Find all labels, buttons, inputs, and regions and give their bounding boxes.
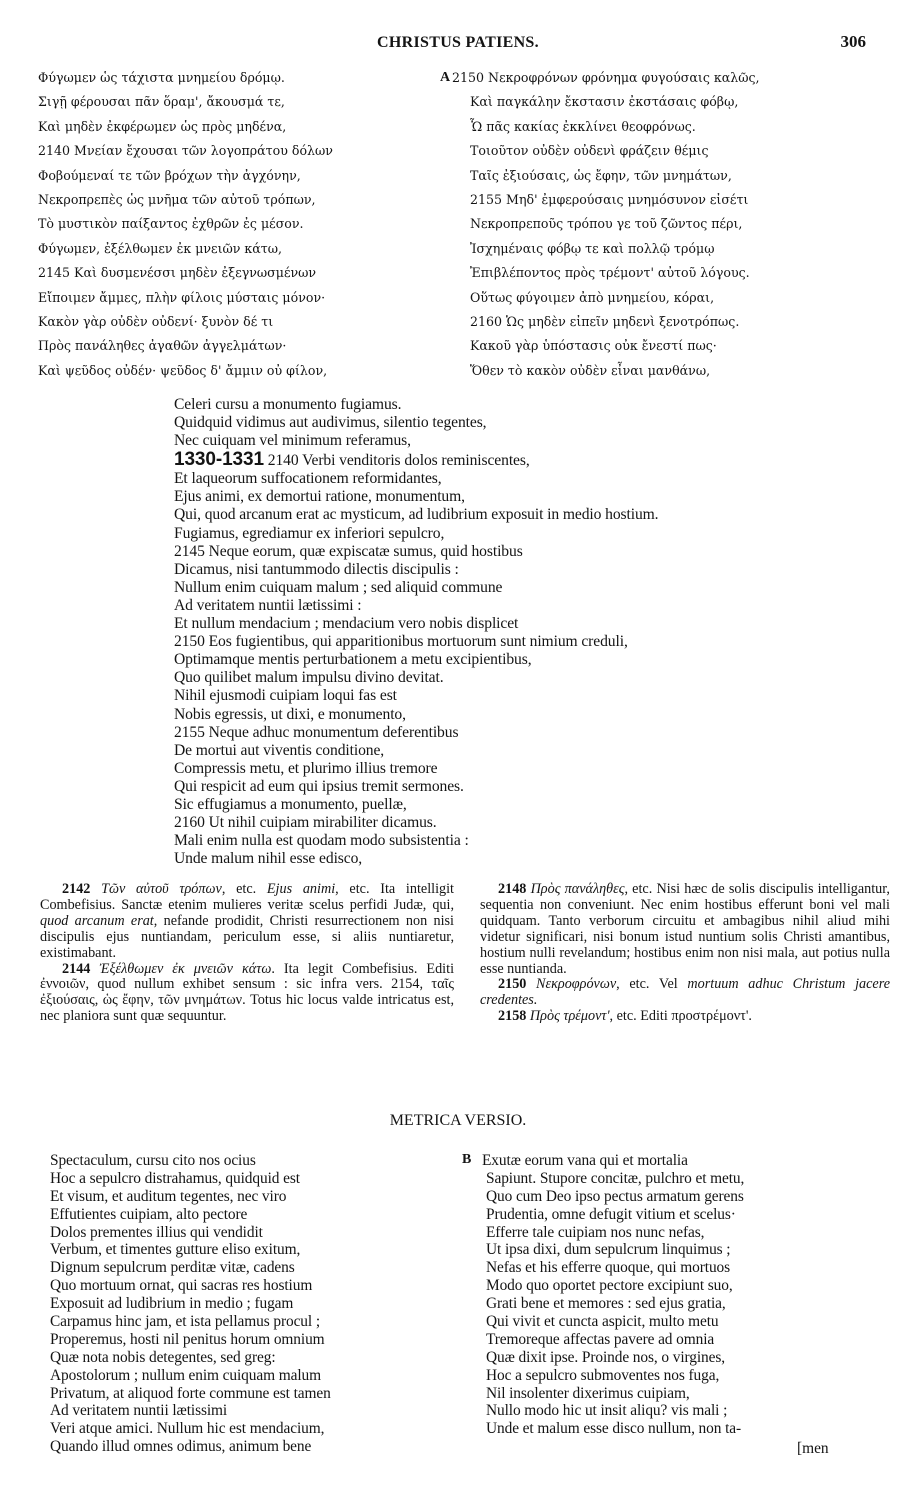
verse-line: Ἐπιβλέποντος πρὸς τρέμοντ' αὐτοῦ λόγους.	[470, 265, 750, 281]
verse-line: Ad veritatem nuntii lætissimi	[50, 1402, 228, 1420]
verse-line: Properemus, hosti nil penitus horum omnium	[50, 1330, 325, 1348]
translation-line: 2160 Ut nihil cuipiam mirabiliter dicamus.	[174, 814, 437, 832]
footnote-lemma: Νεκροφρόνων	[536, 976, 617, 993]
verse-line: Τὸ μυστικὸν παίξαντος ἐχθρῶν ἐς μέσον.	[38, 216, 304, 232]
verse-line: Unde et malum esse disco nullum, non ta-	[486, 1420, 742, 1438]
translation-line: Fugiamus, egrediamur ex inferiori sepulcro,	[174, 524, 445, 542]
translation-line: Celeri cursu a monumento fugiamus.	[174, 396, 402, 413]
verse-line: Dignum sepulcrum perditæ vitæ, cadens	[50, 1259, 295, 1277]
translation-line: Nullum enim cuiquam malum ; sed aliquid commune	[174, 578, 503, 596]
verse-line: Φύγωμεν, ἐξέλθωμεν ἐκ μνειῶν κάτω,	[38, 240, 283, 256]
verse-line: 2140 Μνείαν ἔχουσαι τῶν λογοπράτου δόλων	[38, 143, 333, 159]
translation-line: Quo quilibet malum impulsu divino devitat.	[174, 669, 444, 687]
verse-line: Exutæ eorum vana qui et mortalia	[482, 1152, 688, 1169]
verse-line: Exposuit ad ludibrium in medio ; fugam	[50, 1295, 294, 1313]
footnote-ref: 2144	[62, 960, 91, 977]
footnote-lemma: Πρὸς τρέμοντ'	[529, 1008, 610, 1025]
translation-line: 2150 Eos fugientibus, qui apparitionibus mortuorum sunt nimium creduli,	[174, 633, 628, 651]
footnote-text: . Ita legit Combefisius. Editi ἐννοιῶν, quod nullum exhibet sensum : sic infra vers. 2154, ταῖς ἐξιούσαις, ὡς ἔφην, τῶν μνημάτων. Totus hic locus valde intricatus est, nec planiora sunt quæ sequuntur.	[40, 960, 455, 1025]
running-title: CHRISTUS PATIENS.	[377, 34, 539, 51]
footnotes-left	[40, 882, 454, 1025]
footnote-ref: 2158	[498, 1008, 527, 1025]
footnote-italic: mortuum adhuc Christum jacere credentes.	[480, 976, 890, 1009]
translation-line: Et nullum mendacium ; mendacium vero nobis displicet	[174, 615, 519, 633]
verse-line: Quando illud omnes odimus, animum bene	[50, 1438, 312, 1456]
footnote-lemma: Τῶν αὐτοῦ τρόπων	[101, 881, 222, 897]
footnote	[480, 977, 890, 1009]
metrica-versio-right	[470, 1152, 900, 1438]
verse-line: Modo quo oportet pectore excipiunt suo,	[486, 1277, 733, 1295]
footnote	[40, 882, 454, 962]
verse-line: Veri atque amici. Nullum hic est mendacium,	[50, 1420, 325, 1438]
verse-line: Πρὸς πανάληθες ἀγαθῶν ἀγγελμάτων·	[38, 338, 287, 354]
verse-line: Νεκροπρεπὲς ὡς μνῆμα τῶν αὐτοῦ τρόπων,	[38, 191, 316, 207]
verse-line: Ὧ πᾶς κακίας ἐκκλίνει θεοφρόνως.	[470, 118, 696, 134]
verse-line: Privatum, at aliquod forte commune est tamen	[50, 1384, 331, 1402]
verse-line: 2155 Μηδ' ἐμφερούσαις μνημόσυνον εἰσέτι	[470, 191, 749, 207]
translation-line: Qui, quod arcanum erat ac mysticum, ad ludibrium exposuit in medio hostium.	[174, 506, 659, 524]
verse-line: Καὶ μηδὲν ἐκφέρωμεν ὡς πρὸς μηδένα,	[38, 118, 287, 134]
translation-line	[174, 450, 824, 470]
footnote	[480, 882, 890, 977]
verse-line: 2160 Ὡς μηδὲν εἰπεῖν μηδενὶ ξενοτρόπως.	[470, 313, 740, 329]
page-number: 306	[840, 32, 866, 51]
footnote-text: , etc. Ita intelligit Combefisius. Sanctæ etenim mulieres veritæ scelus perfidi Judæ, qui,	[40, 881, 454, 913]
footnote-ref: 2148	[498, 881, 527, 897]
footnote-lemma: Ejus animi	[266, 881, 336, 897]
verse-line: Εἴποιμεν ἄμμες, πλὴν φίλοις μύσταις μόνον·	[38, 289, 326, 305]
verse-line: Et visum, et auditum tegentes, nec viro	[50, 1187, 287, 1205]
translation-line: Nihil ejusmodi cuipiam loqui fas est	[174, 687, 397, 705]
translation-line: Optimamque mentis perturbationem a metu excipientibus,	[174, 651, 532, 669]
verse-line: Κακοῦ γὰρ ὑπόστασις οὐκ ἔνεστί πως·	[470, 338, 717, 354]
verse-line: Νεκροπρεποῦς τρόπου γε τοῦ ζῶντος πέρι,	[470, 216, 743, 232]
verse-line: Sapiunt. Stupore concitæ, pulchro et metu,	[486, 1169, 745, 1187]
verse-line: 2145 Καὶ δυσμενέσσι μηδὲν ἐξεγνωσμένων	[38, 265, 317, 281]
translation-text: 2140 Verbi venditoris dolos reminiscentes,	[267, 452, 530, 470]
footnote-lemma: Ἐξέλθωμεν ἐκ μνειῶν κάτω	[99, 960, 272, 977]
verse-line: Quo mortuum ornat, qui sacras res hostium	[50, 1277, 313, 1295]
verse-line: Φοβούμεναί τε τῶν βρόχων τὴν ἀγχόνην,	[38, 167, 301, 183]
verse-line: Tremoreque affectas pavere ad omnia	[486, 1330, 715, 1348]
section-heading: METRICA VERSIO.	[389, 1112, 527, 1129]
verse-line: Τοιοῦτον οὐδὲν οὐδενὶ φράζειν θέμις	[470, 143, 709, 159]
greek-verse-left-column	[38, 66, 443, 383]
verse-line: Prudentia, omne defugit vitium et scelus·	[486, 1205, 736, 1223]
translation-line: Nobis egressis, ut dixi, e monumento,	[174, 705, 406, 723]
verse-line: Hoc a sepulcro submoventes nos fuga,	[486, 1366, 720, 1384]
footnote-text: , etc. Nisi hæc de solis discipulis intelligantur, sequentia non conveniunt. Nec enim hostibus efferunt boni vel mali quidquam. Tanto verborum circuitu et ambagibus nihil aliud mihi videtur significari, nisi bonum istud nuntium solis Christi amantibus, hostium nulli revelandum; hostibus enim non nisi mala, aut potius nulla esse nuntianda.	[480, 881, 890, 977]
footnotes-right	[480, 882, 890, 1025]
footnote-text: , nefande prodidit, Christi resurrectionem non nisi discipulis ejus nuntiandam, periculum esse, si aliis nuntiaretur, existimabant.	[40, 912, 454, 961]
page-header	[0, 34, 916, 58]
verse-line: Dolos prementes illius qui vendidit	[50, 1223, 263, 1241]
verse-line: Σιγῇ φέρουσαι πᾶν ὅραμ', ἄκουσμά τε,	[38, 94, 285, 110]
verse-line: Carpamus hinc jam, et ista pellamus procul ;	[50, 1313, 321, 1331]
footnote	[480, 1009, 890, 1025]
verse-line: Verbum, et timentes gutture eliso exitum,	[50, 1241, 301, 1259]
verse-line: Spectaculum, cursu cito nos ocius	[50, 1152, 256, 1169]
translation-line: Mali enim nulla est quodam modo subsistentia :	[174, 832, 469, 850]
margin-marker-a: A	[440, 70, 451, 85]
translation-line: Quidquid vidimus aut audivimus, silentio tegentes,	[174, 414, 487, 432]
verse-line: Ut ipsa dixi, dum sepulcrum linquimus ;	[486, 1241, 731, 1259]
verse-line: Hoc a sepulcro distrahamus, quidquid est	[50, 1169, 300, 1187]
verse-line: Efferre tale cuipiam nos nunc nefas,	[486, 1223, 705, 1241]
translation-line: Et laqueorum suffocationem reformidantes,	[174, 470, 442, 488]
footnote-text: , etc. Editi προστρέμοντ'.	[609, 1008, 752, 1025]
margin-marker-b: B	[462, 1152, 472, 1167]
verse-line: Apostolorum ; nullum enim cuiquam malum	[50, 1366, 321, 1384]
verse-line: Καὶ παγκάλην ἔκστασιν ἐκστάσαις φόβῳ,	[470, 94, 739, 110]
verse-line: Nil insolenter dixerimus cuipiam,	[486, 1384, 690, 1402]
translation-line: 2145 Neque eorum, quæ expiscatæ sumus, quid hostibus	[174, 542, 523, 560]
footnote-italic: quod arcanum erat	[40, 912, 154, 929]
verse-line: 2150 Νεκροφρόνων φρόνημα φυγούσαις καλῶς,	[452, 70, 760, 85]
translation-line: Ejus animi, ex demortui ratione, monumentum,	[174, 488, 465, 506]
verse-line: Qui vivit et cuncta aspicit, multo metu	[486, 1313, 719, 1331]
column-number: 1330-1331	[174, 449, 264, 471]
verse-line: Quæ nota nobis detegentes, sed greg:	[50, 1348, 276, 1366]
translation-line: Qui respicit ad eum qui ipsius tremit sermones.	[174, 777, 464, 795]
footnote-lemma: Πρὸς πανάληθες	[530, 881, 625, 897]
translation-line: Sic effugiamus a monumento, puellæ,	[174, 795, 407, 813]
footnote	[40, 962, 454, 1026]
greek-verse-right-column	[452, 66, 892, 383]
verse-line: Quo cum Deo ipso pectus armatum gerens	[486, 1187, 744, 1205]
footnote-text: , etc.	[221, 881, 267, 897]
translation-line: Unde malum nihil esse edisco,	[174, 850, 363, 868]
verse-line: Καὶ ψεῦδος οὐδέν· ψεῦδος δ' ἄμμιν οὐ φίλον,	[38, 362, 328, 378]
translation-line: Dicamus, nisi tantummodo dilectis discipulis :	[174, 560, 459, 578]
verse-line: Φύγωμεν ὡς τάχιστα μνημείου δρόμῳ.	[38, 70, 285, 85]
hyphenation-tail: [men	[797, 1440, 829, 1457]
footnote-text: , etc. Vel	[616, 976, 688, 993]
footnote-ref: 2150	[498, 976, 527, 993]
verse-line: Effutientes cuipiam, alto pectore	[50, 1205, 248, 1223]
footnote-ref: 2142	[62, 881, 91, 897]
verse-line: Ταῖς ἐξιούσαις, ὡς ἔφην, τῶν μνημάτων,	[470, 167, 732, 183]
verse-line: Οὕτως φύγοιμεν ἀπὸ μνημείου, κόραι,	[470, 289, 715, 305]
metrica-versio-left	[50, 1152, 450, 1456]
latin-translation	[174, 396, 824, 868]
verse-line: Κακὸν γὰρ οὐδὲν οὐδενί· ξυνὸν δέ τι	[38, 313, 274, 329]
translation-line: Compressis metu, et plurimo illius tremore	[174, 759, 438, 777]
verse-line: Ἰσχημέναις φόβῳ τε καὶ πολλῷ τρόμῳ	[470, 240, 715, 256]
translation-line: De mortui aut viventis conditione,	[174, 741, 385, 759]
translation-line: Nec cuiquam vel minimum referamus,	[174, 432, 411, 450]
verse-line: Nullo modo hic ut insit aliqu? vis mali ;	[486, 1402, 728, 1420]
verse-line: Quæ dixit ipse. Proinde nos, o virgines,	[486, 1348, 725, 1366]
verse-line: Grati bene et memores : sed ejus gratia,	[486, 1295, 726, 1313]
verse-line: Ὅθεν τὸ κακὸν οὐδὲν εἶναι μανθάνω,	[470, 362, 711, 378]
verse-line: Nefas et his efferre quoque, qui mortuos	[486, 1259, 731, 1277]
translation-line: 2155 Neque adhuc monumentum deferentibus	[174, 723, 459, 741]
translation-line: Ad veritatem nuntii lætissimi :	[174, 596, 362, 614]
